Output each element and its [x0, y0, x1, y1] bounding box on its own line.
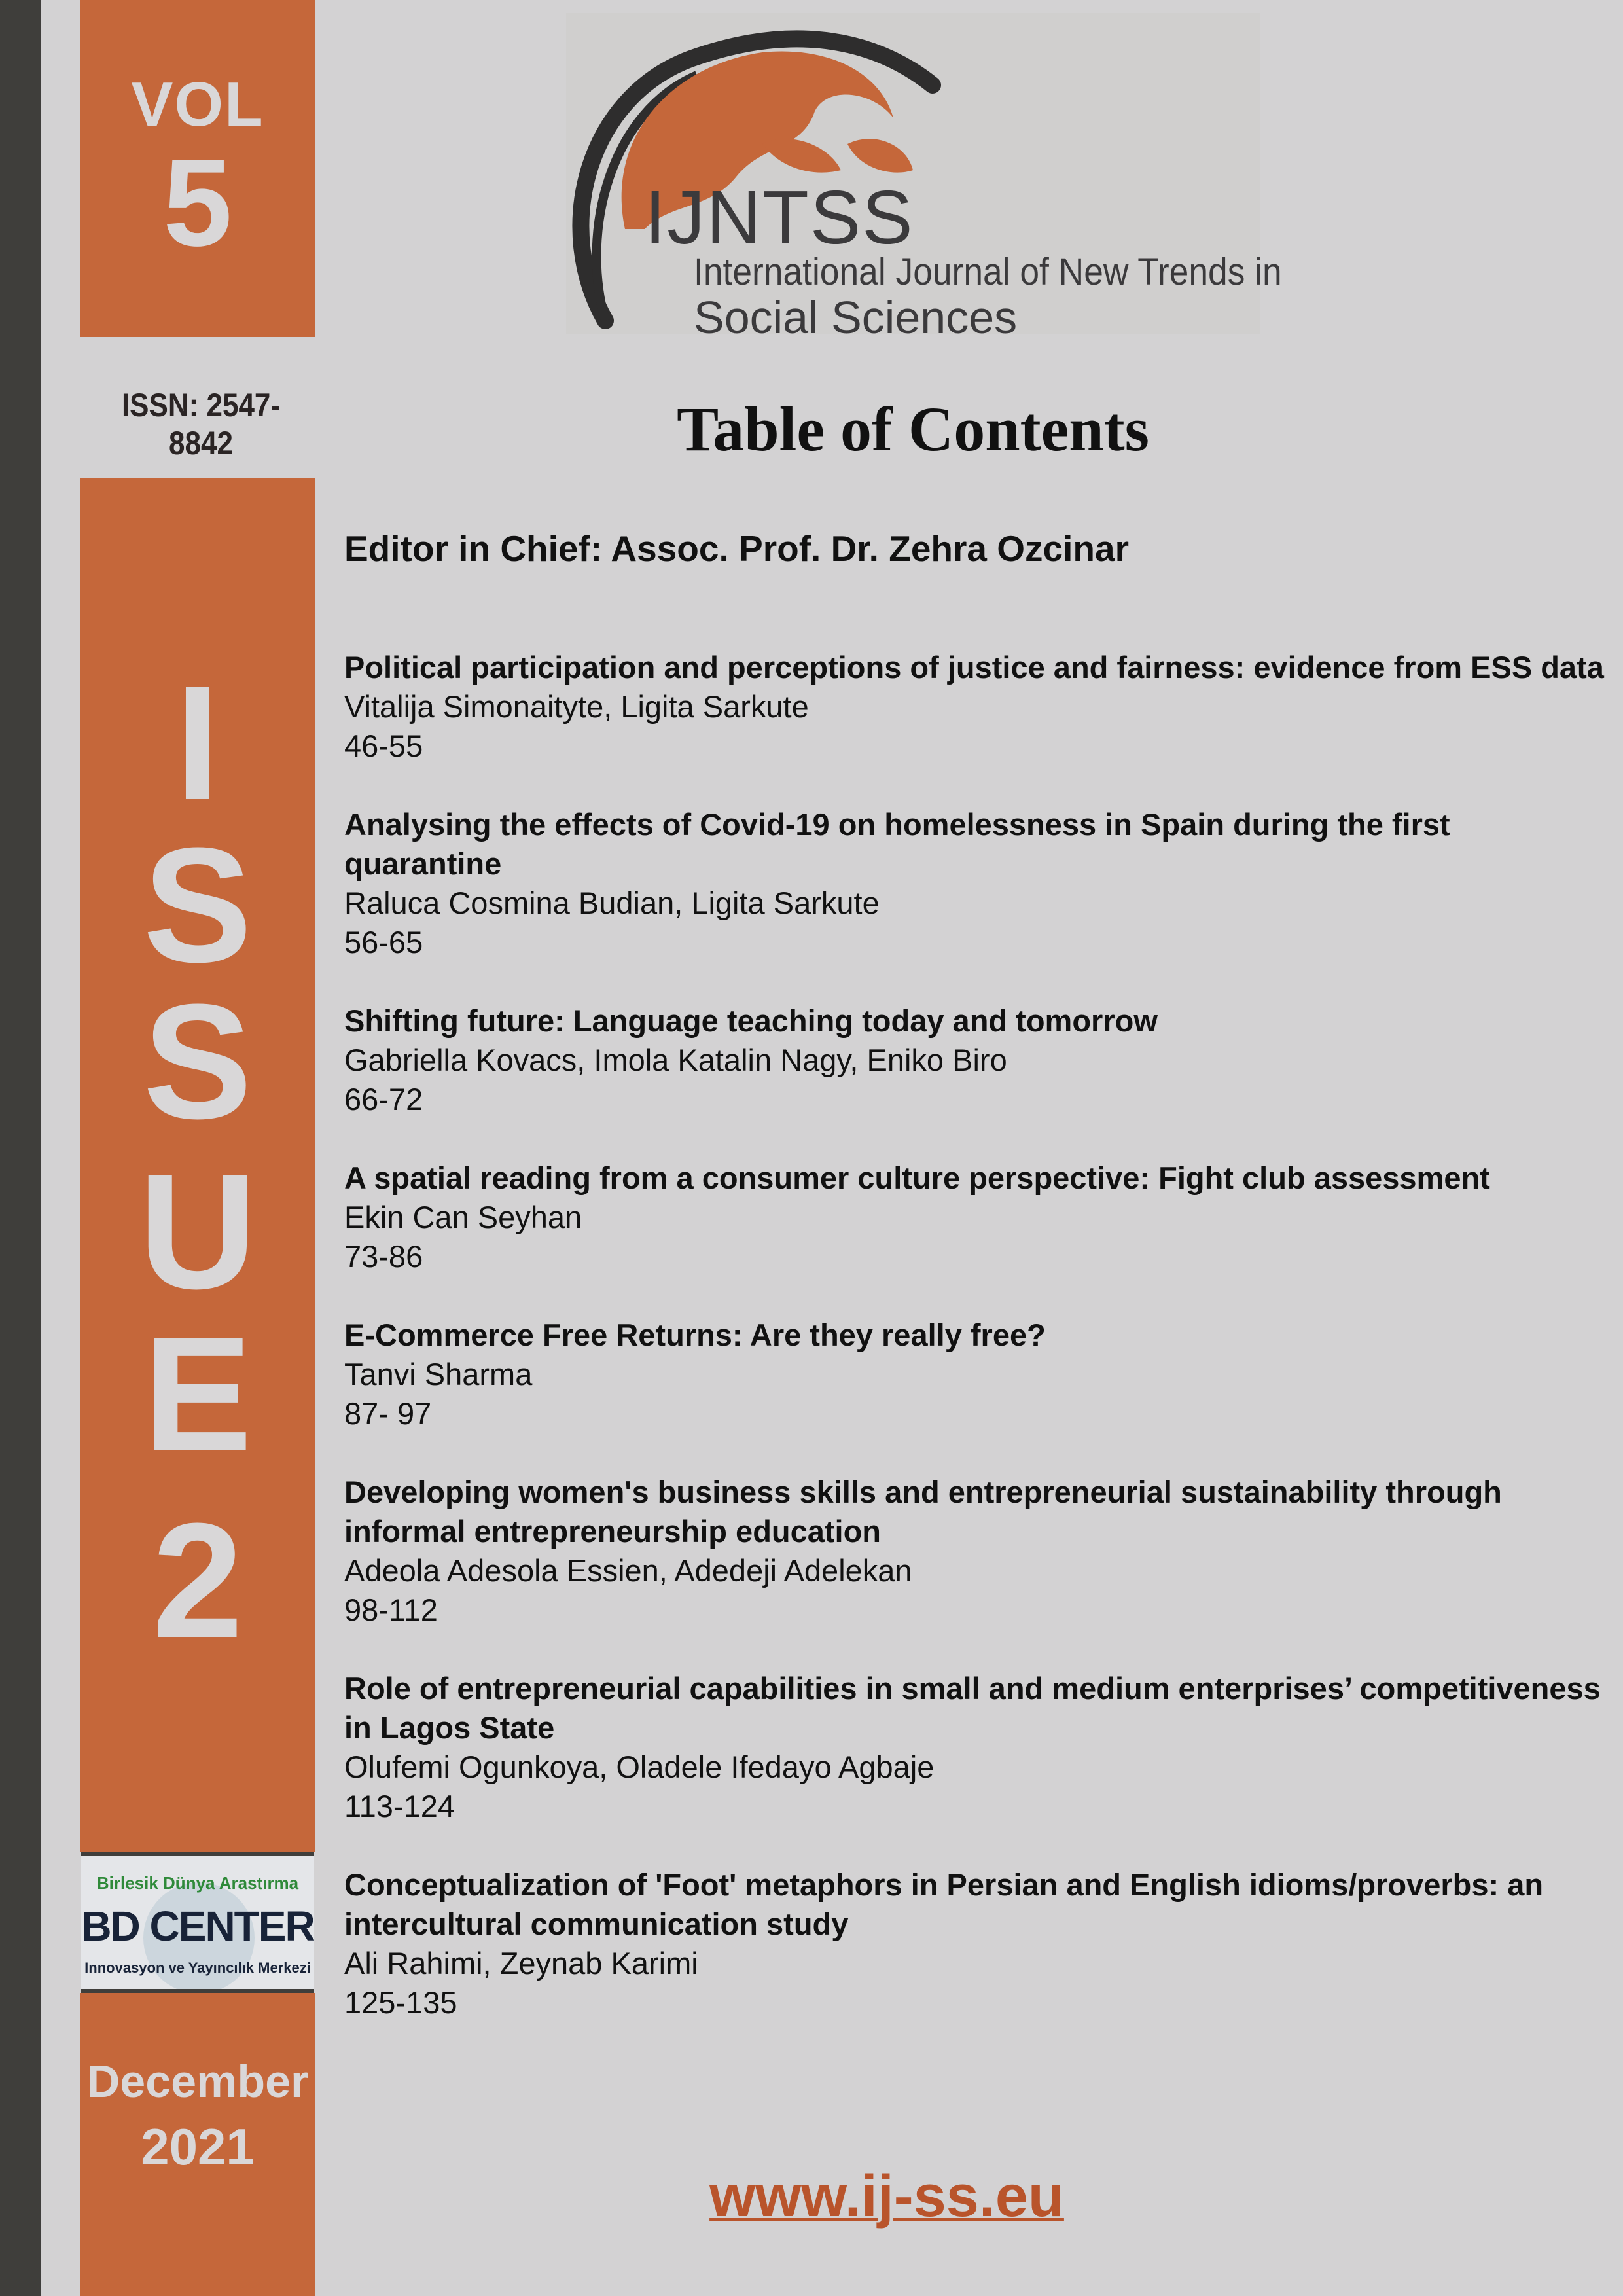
- issue-year: 2021: [141, 2118, 255, 2176]
- article-pages: 98-112: [344, 1592, 438, 1627]
- toc-entry[interactable]: [344, 1473, 1607, 1630]
- publisher-logo: [81, 1852, 314, 1993]
- article-pages: 66-72: [344, 1082, 423, 1117]
- article-pages: 125-135: [344, 1985, 457, 2020]
- toc-entry[interactable]: [344, 1865, 1607, 2022]
- article-authors: Tanvi Sharma: [344, 1357, 533, 1391]
- journal-abbreviation: IJNTSS: [645, 175, 914, 260]
- article-pages: 73-86: [344, 1239, 423, 1274]
- article-authors: Ekin Can Seyhan: [344, 1200, 582, 1234]
- toc-entry[interactable]: [344, 1669, 1607, 1826]
- article-title: E-Commerce Free Returns: Are they really free?: [344, 1318, 1046, 1352]
- article-title: A spatial reading from a consumer culture perspective: Fight club assessment: [344, 1160, 1490, 1195]
- article-pages: 113-124: [344, 1789, 455, 1823]
- website-link[interactable]: www.ij-ss.eu: [709, 2164, 1064, 2229]
- left-dark-strip: [0, 0, 41, 2296]
- left-light-strip: [41, 0, 80, 2296]
- article-pages: 87- 97: [344, 1396, 432, 1431]
- toc-entry[interactable]: [344, 1316, 1607, 1433]
- issn-label: ISSN: 2547-8842: [121, 387, 281, 461]
- article-pages: 56-65: [344, 925, 423, 960]
- issue-number: 2: [152, 1489, 243, 1672]
- issue-letter: E: [143, 1302, 253, 1485]
- journal-name-line-1: International Journal of New Trends in: [694, 251, 1282, 293]
- editor-in-chief: Editor in Chief: Assoc. Prof. Dr. Zehra Ozcinar: [344, 528, 1130, 569]
- issue-month: December: [86, 2056, 309, 2107]
- volume-number: 5: [163, 134, 232, 272]
- article-title: Developing women's business skills and entrepreneurial sustainability through informal entrepreneurship education: [344, 1475, 1502, 1549]
- article-authors: Raluca Cosmina Budian, Ligita Sarkute: [344, 886, 880, 920]
- article-title: Analysing the effects of Covid-19 on homelessness in Spain during the first quarantine: [344, 807, 1450, 881]
- issue-letter: S: [143, 970, 253, 1153]
- article-title: Political participation and perceptions of justice and fairness: evidence from ESS data: [344, 650, 1604, 685]
- issue-letter: S: [143, 814, 253, 996]
- journal-name-line-2: Social Sciences: [694, 292, 1018, 343]
- article-title: Role of entrepreneurial capabilities in small and medium enterprises’ competitiveness in Lagos State: [344, 1671, 1601, 1745]
- article-authors: Ali Rahimi, Zeynab Karimi: [344, 1946, 698, 1981]
- article-title: Shifting future: Language teaching today and tomorrow: [344, 1003, 1158, 1038]
- toc-entry[interactable]: [344, 805, 1607, 962]
- publisher-logo-top-text: Birlesik Dünya Arastırma: [96, 1873, 299, 1893]
- publisher-logo-bottom-text: Innovasyon ve Yayıncılık Merkezi: [84, 1960, 311, 1976]
- article-authors: Gabriella Kovacs, Imola Katalin Nagy, Eniko Biro: [344, 1043, 1007, 1077]
- page-title: Table of Contents: [677, 394, 1149, 464]
- article-title: Conceptualization of 'Foot' metaphors in Persian and English idioms/proverbs: an intercultural communication study: [344, 1867, 1544, 1941]
- article-authors: Vitalija Simonaityte, Ligita Sarkute: [344, 689, 809, 724]
- issue-letter: I: [175, 651, 221, 834]
- table-of-contents: [344, 648, 1607, 2062]
- publisher-logo-main-text: BD CENTER: [81, 1903, 314, 1950]
- article-pages: 46-55: [344, 728, 423, 763]
- toc-entry[interactable]: [344, 648, 1607, 766]
- toc-entry[interactable]: [344, 1001, 1607, 1119]
- article-authors: Adeola Adesola Essien, Adedeji Adelekan: [344, 1553, 912, 1588]
- article-authors: Olufemi Ogunkoya, Oladele Ifedayo Agbaje: [344, 1749, 935, 1784]
- toc-entry[interactable]: [344, 1158, 1607, 1276]
- issue-letter: U: [138, 1140, 257, 1323]
- volume-label: VOL: [131, 69, 264, 139]
